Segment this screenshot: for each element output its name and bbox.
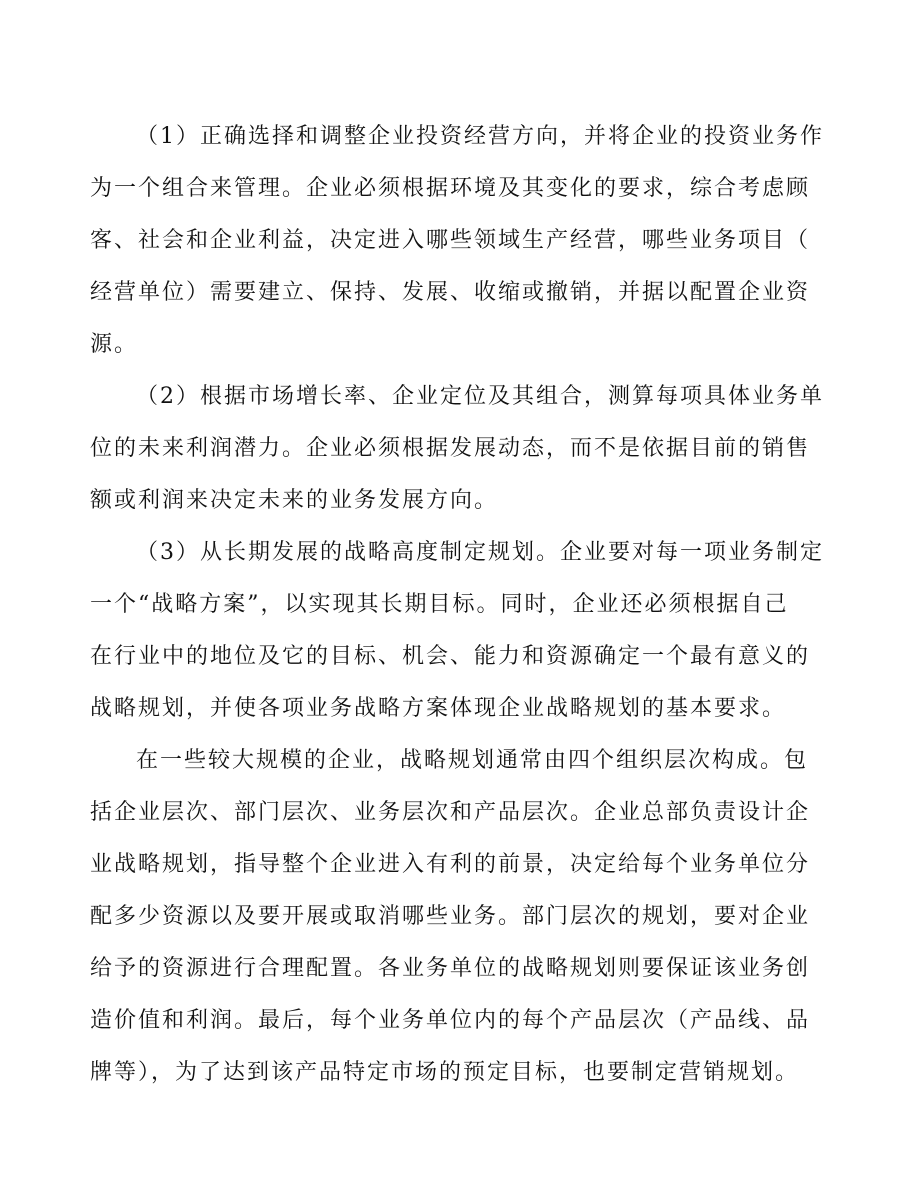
- paragraph-4-line-7: 牌等），为了达到该产品特定市场的预定目标，也要制定营销规划。: [90, 1060, 800, 1085]
- paragraph-1-line-5: 源。: [90, 332, 139, 357]
- paragraph-1-line-4: 经营单位）需要建立、保持、发展、收缩或撤销，并据以配置企业资: [90, 280, 811, 305]
- paragraph-4-line-4: 配多少资源以及要开展或取消哪些业务。部门层次的规划，要对企业: [90, 904, 811, 929]
- paragraph-3-line-1: （3）从长期发展的战略高度制定规划。企业要对每一项业务制定: [136, 540, 824, 565]
- paragraph-1-line-1: （1）正确选择和调整企业投资经营方向，并将企业的投资业务作: [136, 124, 824, 149]
- paragraph-4-line-5: 给予的资源进行合理配置。各业务单位的战略规划则要保证该业务创: [90, 956, 811, 981]
- paragraph-3-line-4: 战略规划，并使各项业务战略方案体现企业战略规划的基本要求。: [90, 696, 787, 721]
- paragraph-2-line-1: （2）根据市场增长率、企业定位及其组合，测算每项具体业务单: [136, 384, 824, 409]
- paragraph-4-line-2: 括企业层次、部门层次、业务层次和产品层次。企业总部负责设计企: [90, 800, 811, 825]
- paragraph-3-line-2: 一个“战略方案”，以实现其长期目标。同时，企业还必须根据自己: [90, 592, 789, 617]
- paragraph-2-line-2: 位的未来利润潜力。企业必须根据发展动态，而不是依据目前的销售: [90, 436, 811, 461]
- paragraph-4-line-1: 在一些较大规模的企业，战略规划通常由四个组织层次构成。包: [136, 748, 809, 773]
- paragraph-2-line-3: 额或利润来决定未来的业务发展方向。: [90, 488, 499, 513]
- paragraph-4-line-3: 业战略规划，指导整个企业进入有利的前景，决定给每个业务单位分: [90, 852, 811, 877]
- paragraph-3-line-3: 在行业中的地位及它的目标、机会、能力和资源确定一个最有意义的: [90, 644, 811, 669]
- paragraph-4-line-6: 造价值和利润。最后，每个业务单位内的每个产品层次（产品线、品: [90, 1008, 811, 1033]
- paragraph-1-line-2: 为一个组合来管理。企业必须根据环境及其变化的要求，综合考虑顾: [90, 176, 811, 201]
- paragraph-1-line-3: 客、社会和企业利益，决定进入哪些领域生产经营，哪些业务项目（: [90, 228, 811, 253]
